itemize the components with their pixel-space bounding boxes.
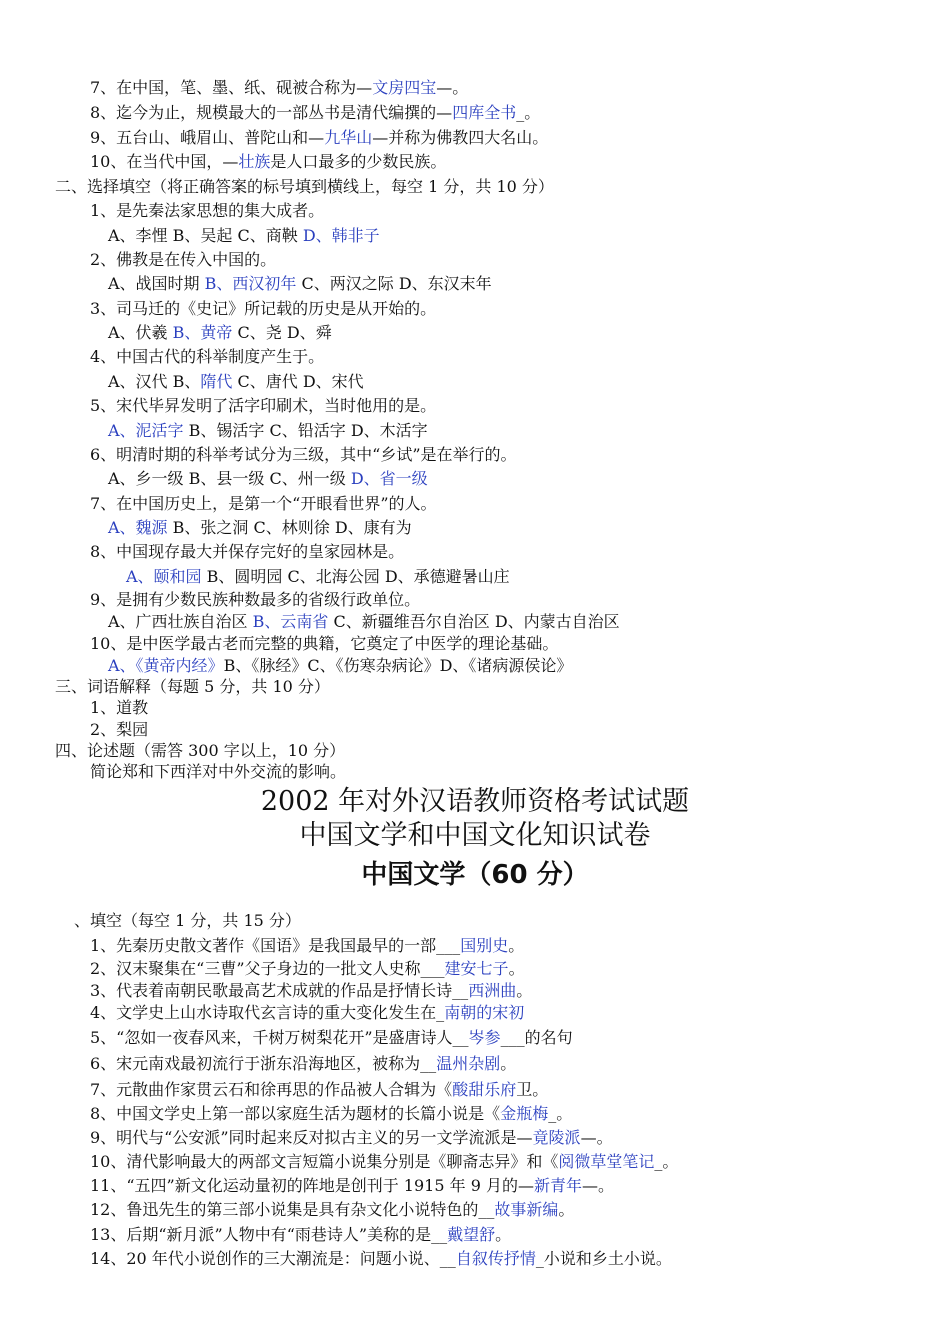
options-1: A、李悝 B、吴起 C、商鞅 D、韩非子 [108,226,380,245]
lit-fill-item-8: 8、中国文学史上第一部以家庭生活为题材的长篇小说是《金瓶梅_。 [90,1104,573,1123]
lit-fill-item-1: 1、先秦历史散文著作《国语》是我国最早的一部___国别史。 [90,936,525,955]
answer-text: 四库全书 [452,103,517,122]
answer-text: 阅微草堂笔记 [558,1152,655,1171]
question-8: 8、中国现存最大并保存完好的皇家园林是。 [90,542,405,561]
exam-subtitle: 中国文学和中国文化知识试卷 [299,820,651,851]
answer-text: D、省一级 [350,469,428,488]
answer-text: 西洲曲 [468,981,517,1000]
fill-item-10: 10、在当代中国，—壮族是人口最多的少数民族。 [90,152,447,171]
question-9: 9、是拥有少数民族种数最多的省级行政单位。 [90,590,421,609]
answer-text: 隋代 [200,372,233,391]
fill-item-7: 7、在中国，笔、墨、纸、砚被合称为—文房四宝—。 [90,78,469,97]
lit-fill-item-12: 12、鲁迅先生的第三部小说集是具有杂文化小说特色的__故事新编。 [90,1200,575,1219]
options-9: A、广西壮族自治区 B、云南省 C、新疆维吾尔自治区 D、内蒙古自治区 [108,612,620,631]
lit-fill-item-14: 14、20 年代小说创作的三大潮流是：问题小说、__自叙传抒情_小说和乡土小说。 [90,1249,672,1268]
answer-text: 温州杂剧 [436,1054,501,1073]
answer-text: 金瓶梅 [500,1104,549,1123]
section-heading-terms: 三、词语解释（每题 5 分，共 10 分） [55,677,330,696]
lit-fill-item-10: 10、清代影响最大的两部文言短篇小说集分别是《聊斋志异》和《阅微草堂笔记_。 [90,1152,679,1171]
answer-text: 南朝的宋初 [444,1003,525,1022]
answer-text: A、《黄帝内经》 [108,656,224,675]
answer-text: A、颐和园 [126,567,202,586]
term-item-1: 1、道教 [90,698,149,717]
fill-item-8: 8、迄今为止，规模最大的一部丛书是清代编撰的—四库全书_。 [90,103,541,122]
answer-text: 建安七子 [444,959,509,978]
answer-text: A、泥活字 [108,421,184,440]
lit-fill-item-6: 6、宋元南戏最初流行于浙东沿海地区，被称为__温州杂剧。 [90,1054,517,1073]
options-4: A、汉代 B、隋代 C、唐代 D、宋代 [108,372,364,391]
options-8: A、颐和园 B、圆明园 C、北海公园 D、承德避暑山庄 [126,567,510,586]
question-4: 4、中国古代的科举制度产生于。 [90,347,325,366]
answer-text: 新青年 [533,1176,582,1195]
answer-text: 酸甜乐府 [452,1080,517,1099]
exam-title: 2002 年对外汉语教师资格考试试题 [260,786,690,817]
answer-text: 故事新编 [494,1200,559,1219]
term-item-2: 2、梨园 [90,720,149,739]
answer-text: D、韩非子 [302,226,380,245]
question-1: 1、是先秦法家思想的集大成者。 [90,201,325,220]
section-heading-fill: 、填空（每空 1 分，共 15 分） [74,911,301,930]
lit-fill-item-7: 7、元散曲作家贯云石和徐再思的作品被人合辑为《酸甜乐府卫。 [90,1080,549,1099]
question-10: 10、是中医学最古老而完整的典籍，它奠定了中医学的理论基础。 [90,634,559,653]
options-7: A、魏源 B、张之洞 C、林则徐 D、康有为 [108,518,412,537]
question-2: 2、佛教是在传入中国的。 [90,250,277,269]
answer-text: 自叙传抒情 [455,1249,536,1268]
section-heading-choice: 二、选择填空（将正确答案的标号填到横线上，每空 1 分，共 10 分） [55,177,554,196]
fill-item-9: 9、五台山、峨眉山、普陀山和—九华山—并称为佛教四大名山。 [90,128,549,147]
options-6: A、乡一级 B、县一级 C、州一级 D、省一级 [108,469,428,488]
answer-text: B、云南省 [252,612,329,631]
lit-fill-item-2: 2、汉末聚集在“三曹”父子身边的一批文人史称___建安七子。 [90,959,525,978]
lit-fill-item-5: 5、“忽如一夜春风来，千树万树梨花开”是盛唐诗人__岑参___的名句 [90,1028,573,1047]
answer-text: B、黄帝 [172,323,233,342]
answer-text: 文房四宝 [372,78,437,97]
lit-fill-item-13: 13、后期“新月派”人物中有“雨巷诗人”美称的是__戴望舒。 [90,1225,512,1244]
options-3: A、伏羲 B、黄帝 C、尧 D、舜 [108,323,332,342]
answer-text: 壮族 [238,152,271,171]
question-5: 5、宋代毕昇发明了活字印刷术，当时他用的是。 [90,396,437,415]
lit-fill-item-9: 9、明代与“公安派”同时起来反对拟古主义的另一文学流派是—竟陵派—。 [90,1128,613,1147]
answer-text: 九华山 [324,128,373,147]
section-title-literature: 中国文学（60 分） [361,860,589,890]
question-3: 3、司马迁的《史记》所记载的历史是从开始的。 [90,299,437,318]
essay-question: 简论郑和下西洋对中外交流的影响。 [90,762,347,781]
lit-fill-item-4: 4、文学史上山水诗取代玄言诗的重大变化发生在_南朝的宋初 [90,1003,525,1022]
answer-text: 国别史 [460,936,509,955]
answer-text: 竟陵派 [532,1128,581,1147]
answer-text: B、西汉初年 [204,274,297,293]
answer-text: A、魏源 [108,518,168,537]
answer-text: 岑参 [468,1028,501,1047]
question-6: 6、明清时期的科举考试分为三级，其中“乡试”是在举行的。 [90,445,517,464]
answer-text: 戴望舒 [447,1225,496,1244]
lit-fill-item-3: 3、代表着南朝民歌最高艺术成就的作品是抒情长诗__西洲曲。 [90,981,533,1000]
options-2: A、战国时期 B、西汉初年 C、两汉之际 D、东汉末年 [108,274,492,293]
lit-fill-item-11: 11、“五四”新文化运动量初的阵地是创刊于 1915 年 9 月的—新青年—。 [90,1176,614,1195]
options-10: A、《黄帝内经》B、《脉经》C、《伤寒杂病论》D、《诸病源侯论》 [108,656,573,675]
options-5: A、泥活字 B、锡活字 C、铅活字 D、木活字 [108,421,428,440]
section-heading-essay: 四、论述题（需答 300 字以上，10 分） [55,741,346,760]
question-7: 7、在中国历史上，是第一个“开眼看世界”的人。 [90,494,437,513]
